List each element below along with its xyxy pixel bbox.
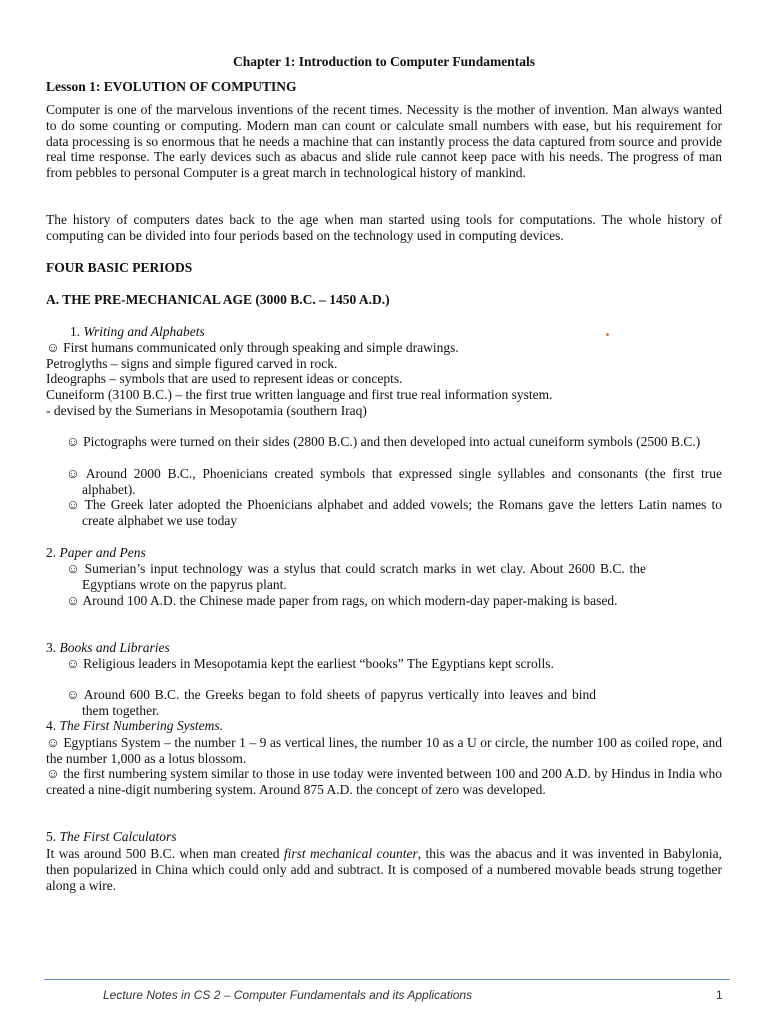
smiley-icon: ☺: [66, 593, 80, 608]
section-3-title: Books and Libraries: [59, 640, 170, 655]
section-2-heading: [46, 545, 722, 561]
lesson-heading: Lesson 1: EVOLUTION OF COMPUTING: [46, 79, 297, 94]
list-item: Ideographs – symbols that are used to represent ideas or concepts.: [46, 371, 403, 386]
smiley-icon: ☺: [66, 687, 80, 702]
smiley-icon: ☺: [66, 497, 80, 512]
four-periods-heading: FOUR BASIC PERIODS: [46, 260, 193, 275]
smiley-icon: ☺: [66, 561, 80, 576]
list-item: Cuneiform (3100 B.C.) – the first true written language and first true real information system.: [46, 387, 553, 402]
section-1-heading: [70, 324, 746, 340]
intro-paragraph-2: The history of computers dates back to the age when man started using tools for computations. The whole history of computing can be divided into four periods based on the technology used in computing devices.: [46, 212, 722, 243]
smiley-icon: ☺: [66, 656, 80, 671]
list-item: - devised by the Sumerians in Mesopotamia (southern Iraq): [46, 403, 367, 418]
section-2-title: Paper and Pens: [59, 545, 146, 560]
section-3-number: 3.: [46, 640, 57, 655]
footer-divider: [44, 979, 730, 980]
stray-mark: [606, 333, 609, 336]
smiley-icon: ☺: [66, 434, 80, 449]
section-2-number: 2.: [46, 545, 57, 560]
page-number: 1: [716, 988, 723, 1002]
list-item: ☺ Around 2000 B.C., Phoenicians created symbols that expressed single syllables and consonants (the first true alphabet).: [66, 466, 722, 497]
smiley-icon: ☺: [46, 340, 60, 355]
chapter-title: Chapter 1: Introduction to Computer Fundamentals: [233, 54, 535, 69]
list-item: ☺ Egyptians System – the number 1 – 9 as vertical lines, the number 10 as a U or circle, the number 100 as coiled rope, and the number 1,000 as a lotus blossom.: [46, 735, 723, 766]
section-5-paragraph: It was around 500 B.C. when man created first mechanical counter, this was the abacus and it was invented in Babylonia, then popularized in China which could only add and subtract. It is composed of a numbered movable beads strung together along a wire.: [46, 846, 723, 893]
list-item: ☺ the first numbering system similar to those in use today were invented between 100 and 200 A.D. by Hindus in India who created a nine-digit numbering system. Around 875 A.D. the concept of zero was developed.: [46, 766, 723, 797]
list-item: Petroglyths – signs and simple figured carved in rock.: [46, 356, 338, 371]
intro-paragraph-1: Computer is one of the marvelous inventions of the recent times. Necessity is the mother of invention. Man always wanted to do some counting or computing. Modern man can count or calculate small numbers with ease, but his requirement for data processing is so enormous that he needs a machine that can instantly process the data captured from source and provide real time response. The early devices such as abacus and slide rule cannot keep pace with his needs. The progress of man from pebbles to personal Computer is a great march in technological history of mankind.: [46, 102, 722, 181]
list-item: ☺ Around 600 B.C. the Greeks began to fold sheets of papyrus vertically into leaves and bind them together.: [66, 687, 596, 718]
section-1-title: Writing and Alphabets: [83, 324, 205, 339]
section-5-title: The First Calculators: [59, 829, 177, 844]
list-item: ☺ Pictographs were turned on their sides (2800 B.C.) and then developed into actual cuneiform symbols (2500 B.C.): [66, 434, 701, 449]
pre-mechanical-age-heading: A. THE PRE-MECHANICAL AGE (3000 B.C. – 1450 A.D.): [46, 292, 390, 307]
section-4-heading: 4. The First Numbering Systems.: [46, 718, 223, 733]
section-4-number: 4.: [46, 718, 57, 733]
section-1-number: 1.: [70, 324, 81, 339]
list-item: ☺ First humans communicated only through speaking and simple drawings.: [46, 340, 459, 355]
section-5-heading: [46, 829, 722, 845]
section-3-heading: [46, 640, 722, 656]
list-item: ☺ Sumerian’s input technology was a stylus that could scratch marks in wet clay. About 2600 B.C. the Egyptians wrote on the papyrus plant.: [66, 561, 646, 592]
footer-text: Lecture Notes in CS 2 – Computer Fundamentals and its Applications: [103, 988, 473, 1002]
smiley-icon: ☺: [46, 735, 60, 750]
smiley-icon: ☺: [46, 766, 60, 781]
smiley-icon: ☺: [66, 466, 80, 481]
section-5-number: 5.: [46, 829, 57, 844]
list-item: ☺ The Greek later adopted the Phoenicians alphabet and added vowels; the Romans gave the letters Latin names to create alphabet we use today: [66, 497, 722, 528]
list-item: ☺ Around 100 A.D. the Chinese made paper from rags, on which modern-day paper-making is based.: [66, 593, 618, 608]
section-4-title: The First Numbering Systems: [59, 718, 220, 733]
list-item: ☺ Religious leaders in Mesopotamia kept the earliest “books” The Egyptians kept scrolls.: [66, 656, 554, 671]
